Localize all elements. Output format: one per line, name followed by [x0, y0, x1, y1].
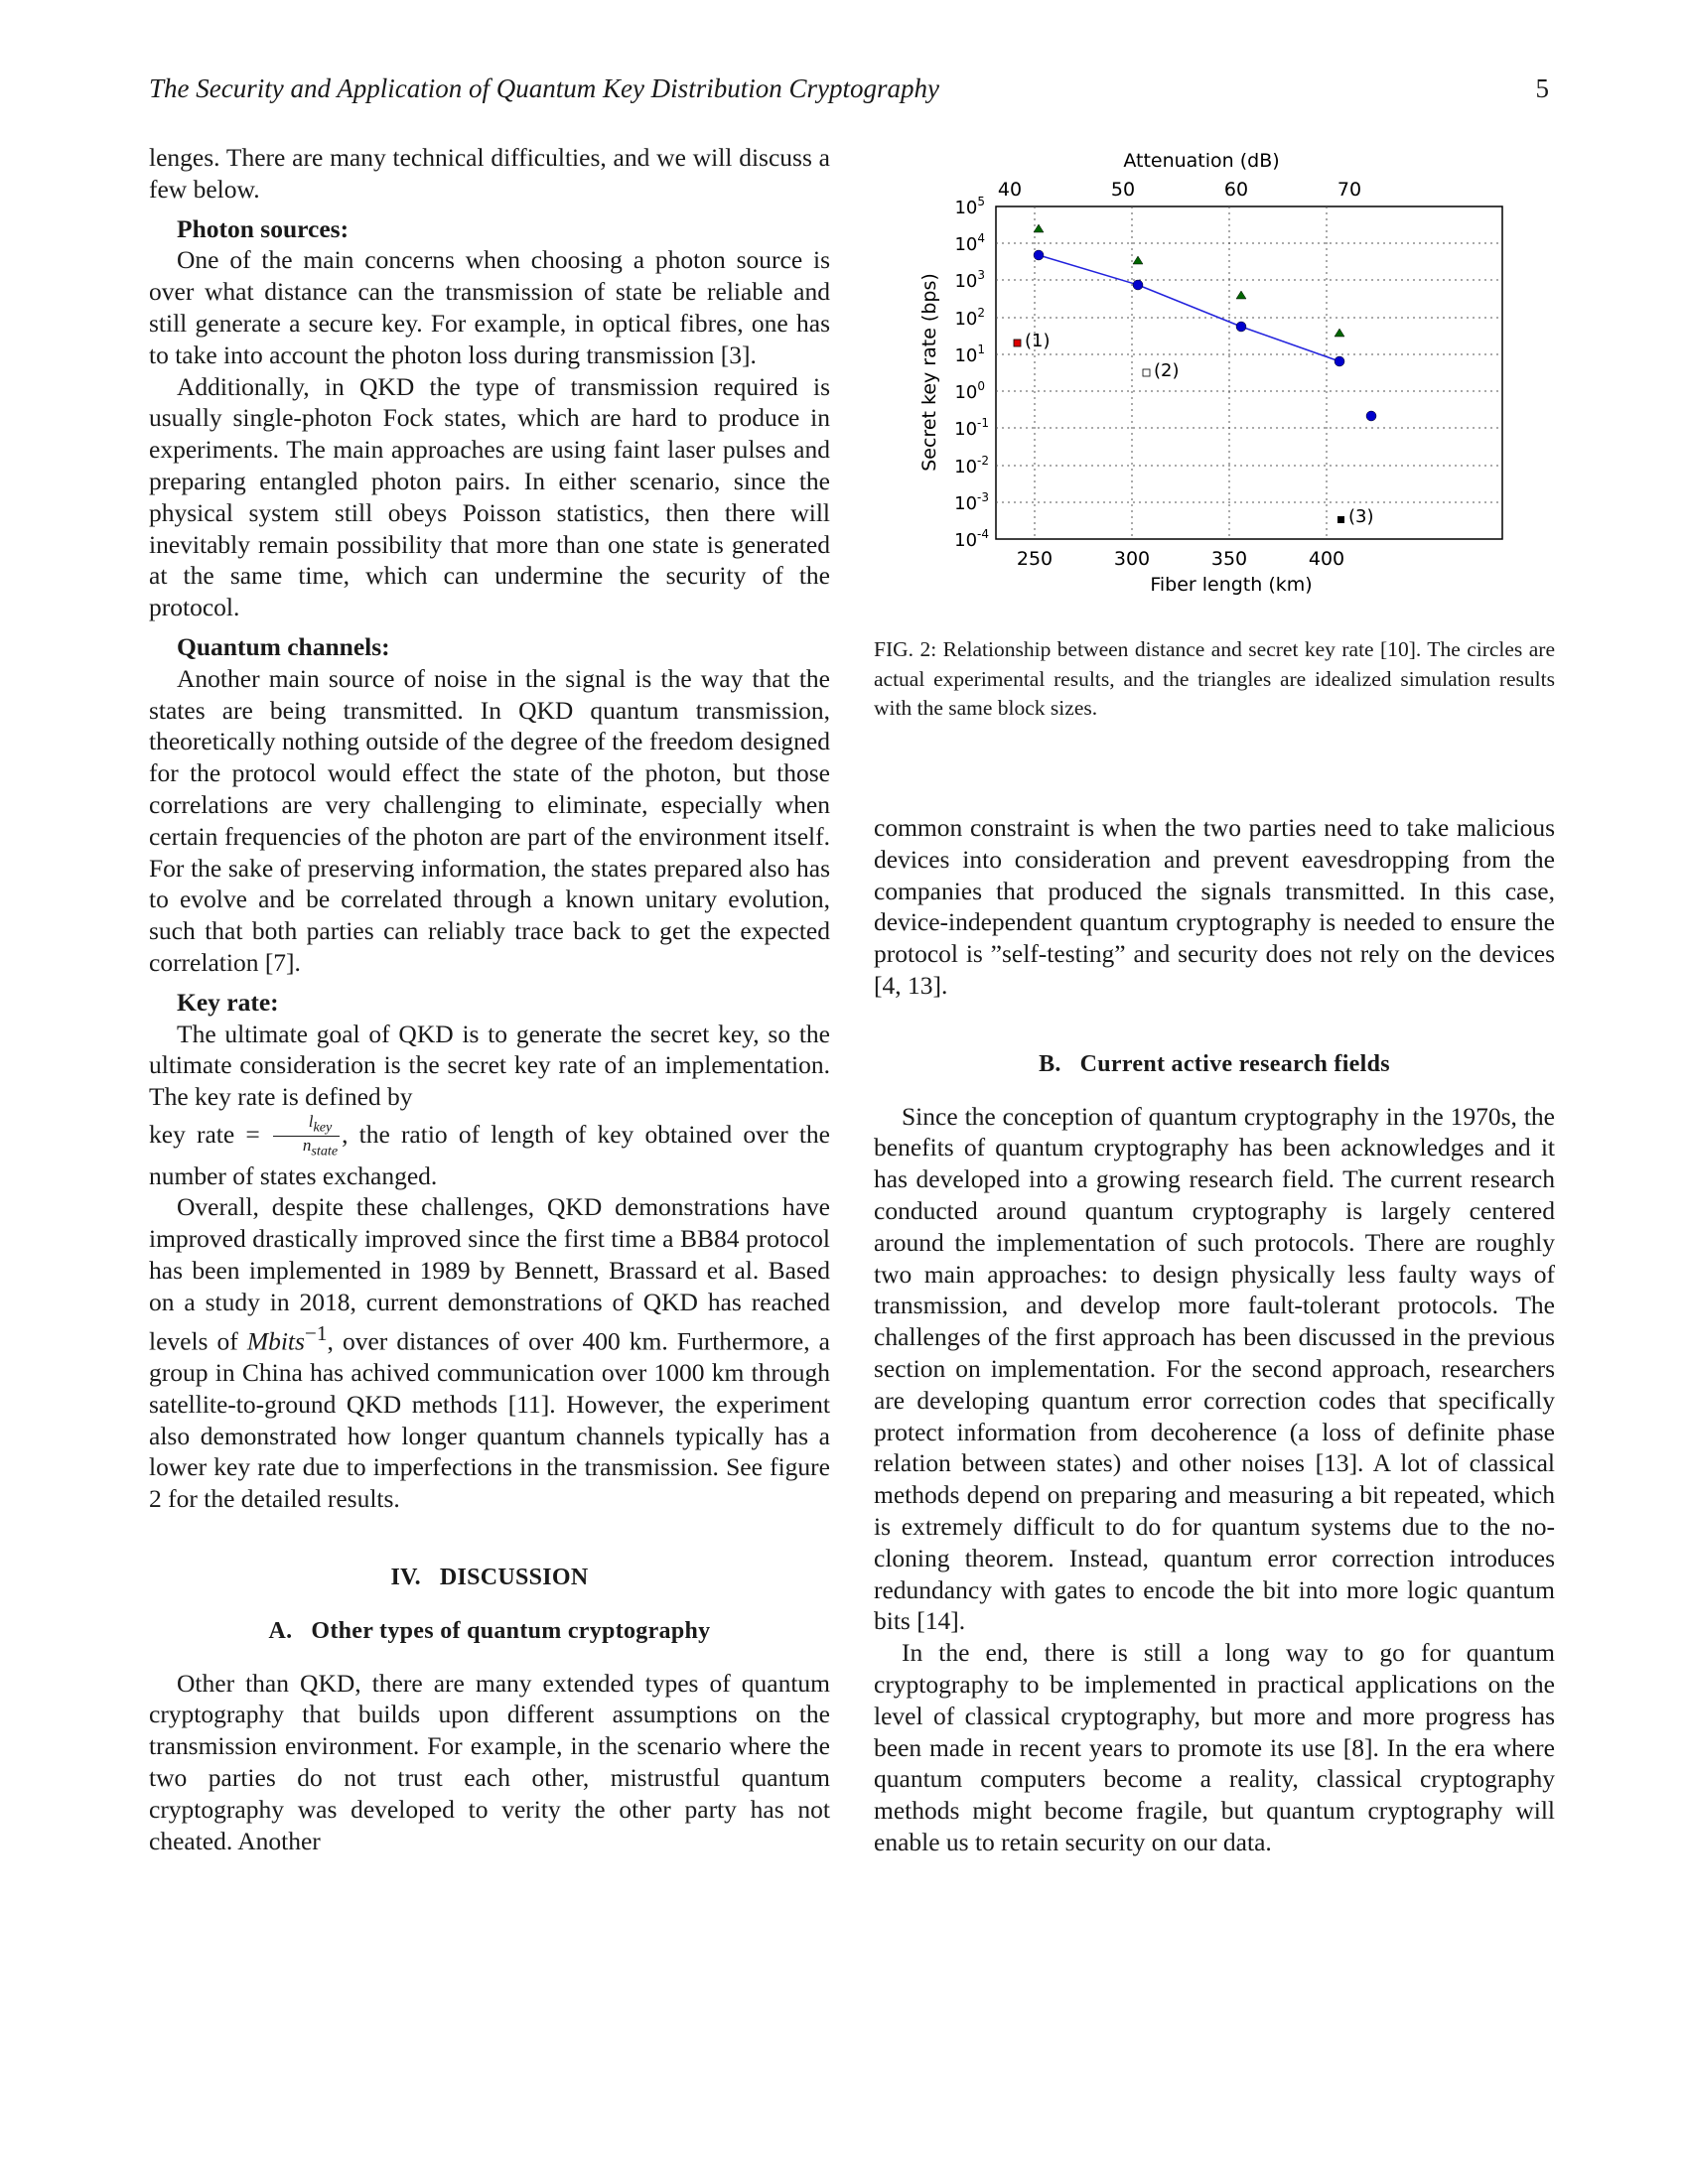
photon-sources-p1: One of the main concerns when choosing a photon source is over what distance can the transmission of state be reliable and still generate a secure key. For example, in optical fibres, one has to take into account the photon loss during transmission [3]. [149, 245, 830, 369]
x-axis-label: Fiber length (km) [1150, 574, 1313, 596]
svg-text:100: $10^0$ [954, 379, 985, 403]
svg-text:400: 400 [1308, 548, 1345, 570]
right-column [874, 812, 1555, 1858]
key-rate-p1 [149, 1019, 830, 1192]
intro-paragraph: lenges. There are many technical difficulties, and we will discuss a few below. [149, 143, 830, 204]
svg-text:60: 60 [1223, 179, 1249, 201]
figure-caption: FIG. 2: Relationship between distance and secret key rate [10]. The circles are actual experimental results, and the triangles are idealized simulation results with the same block sizes. [874, 637, 1555, 720]
annotation-3: (3) [1348, 506, 1374, 527]
marker-3 [1337, 516, 1344, 523]
annotation-2: (2) [1154, 360, 1180, 381]
y-axis-label: Secret key rate (bps) [918, 273, 940, 472]
key-rate-p2-b: , over distances of over 400 km. Furthermore, a group in China has achived communication over 1000 km through satellite-to-ground QKD methods [11]. However, the experiment also demonstrated how longer quantum channels typically has a lower key rate due to imperfections in the transmission. See figure 2 for the detailed results. [149, 1326, 830, 1514]
svg-text:10-3: $10^{-3}$ [954, 490, 989, 514]
x2-ticks [998, 179, 1361, 201]
other-types-p1: Other than QKD, there are many extended types of quantum cryptography that builds upon different assumptions on the transmission environment. For example, in the scenario where the two parties do not trust each other, mistrustful quantum cryptography was developed to verity the other party has not cheated. Another [149, 1668, 830, 1855]
svg-text:250: 250 [1016, 548, 1054, 570]
research-fields-p1: Since the conception of quantum cryptography in the 1970s, the benefits of quantum cryptography has been acknowledges and it has developed into a growing research field. The current research conducted around quantum cryptography is largely centered around the implementation of such protocols. There are roughly two main approaches: to design physically less faulty ways of transmission, and develop more fault-tolerant protocols. The challenges of the first approach has been discussed in the previous section on implementation. For the second approach, researchers are developing quantum error correction codes that specifically protect information from decoherence (a loss of definite phase relation between states) and other noises [13]. A lot of classical methods depend on preparing and measuring a bit repeated, which is extremely difficult to do for quantum systems due to the no-cloning theorem. Instead, quantum error correction introduces redundancy with gates to encode the bit into more logic quantum bits [14]. [874, 1101, 1555, 1636]
key-rate-text: The ultimate goal of QKD is to generate the secret key, so the ultimate consideration is the secret key rate of an implementation. The key rate is defined by [149, 1019, 830, 1112]
svg-text:103: $10^3$ [954, 268, 985, 292]
key-rate-heading: Key rate: [177, 987, 279, 1017]
svg-text:10-4: $10^{-4}$ [954, 527, 989, 551]
svg-text:350: 350 [1210, 548, 1248, 570]
quantum-channels-heading: Quantum channels: [177, 631, 390, 661]
svg-text:70: 70 [1336, 179, 1362, 201]
svg-text:50: 50 [1110, 179, 1136, 201]
quantum-channels-p1: Another main source of noise in the signal is the way that the states are being transmitted. In QKD quantum transmission, theoretically nothing outside of the degree of the freedom designed for the protocol would effect the state of the photon, but those correlations are very challenging to eliminate, especially when certain frequencies of the photon are part of the environment itself. For the sake of preserving information, the states prepared also has to evolve and be correlated through a known unitary evolution, such that both parties can reliably trace back to get the expected correlation [7]. [149, 663, 830, 977]
svg-text:101: $10^1$ [954, 342, 985, 366]
svg-text:10-2: $10^{-2}$ [954, 454, 989, 478]
section-iv-heading: IV. DISCUSSION [390, 1564, 589, 1590]
formula-tail: , the ratio of length of key obtained over the number of states exchanged. [149, 1119, 831, 1190]
subsection-a-heading: A. Other types of quantum cryptography [268, 1617, 711, 1644]
running-head: The Security and Application of Quantum Key Distribution Cryptography [149, 73, 939, 103]
svg-text:104: $10^4$ [954, 231, 985, 255]
fraction-numerator: $l_{key}$ [273, 1113, 340, 1137]
x2-axis-label: Attenuation (dB) [1123, 150, 1280, 172]
svg-text:40: 40 [997, 179, 1023, 201]
key-rate-p2-a: Overall, despite these challenges, QKD demonstrations have improved drastically improved since the first time a BB84 protocol has been implemented in 1989 by Bennett, Brassard et al. Based on a study in 2018, current demonstrations of QKD has reached levels of [149, 1192, 830, 1356]
svg-text:300: 300 [1113, 548, 1151, 570]
marker-2 [1143, 369, 1150, 376]
x-ticks [1017, 548, 1344, 570]
subsection-b-heading: B. Current active research fields [1039, 1050, 1390, 1077]
svg-text:10-1: $10^{-1}$ [954, 416, 989, 440]
key-rate-fraction [273, 1113, 340, 1160]
annotation-1: (1) [1025, 331, 1051, 351]
research-fields-p2: In the end, there is still a long way to go for quantum cryptography to be implemented in practical applications on the level of classical cryptography, but more and more progress has been made in recent years to promote its use [8]. In the era where quantum computers become a reality, classical cryptography methods might become fragile, but quantum cryptography will enable us to retain security on our data. [874, 1638, 1555, 1856]
mbits-exponent: −1 [304, 1320, 328, 1345]
marker-1 [1014, 340, 1021, 346]
left-column [149, 142, 830, 1856]
svg-text:105: $10^5$ [954, 195, 985, 218]
fraction-denominator: $n_{state}$ [302, 1136, 339, 1160]
photon-sources-p2: Additionally, in QKD the type of transmission required is usually single-photon Fock states, which are hard to produce in experiments. The main approaches are using faint laser pulses and preparing entangled photon pairs. In either scenario, since the physical system still obeys Poisson statistics, then there will inevitably remain possibility that more than one state is generated at the same time, which can undermine the security of the protocol. [149, 371, 830, 622]
svg-text:102: $10^2$ [954, 306, 985, 330]
figure-2-chart [894, 144, 1509, 601]
plot-frame [996, 206, 1502, 539]
formula-lhs: key rate = [149, 1119, 260, 1149]
mbits-math: Mbits [246, 1326, 305, 1356]
page-number: 5 [1535, 73, 1549, 103]
key-rate-p2 [149, 1191, 830, 1514]
continuation-paragraph: common constraint is when the two parties need to take malicious devices into consideration and prevent eavesdropping from the companies that produced the signals transmitted. In this case, device-independent quantum cryptography is needed to ensure the protocol is ”self-testing” and security does not rely on the devices [4, 13]. [874, 813, 1555, 1000]
y-ticks [954, 195, 989, 551]
photon-sources-heading: Photon sources: [177, 213, 350, 243]
